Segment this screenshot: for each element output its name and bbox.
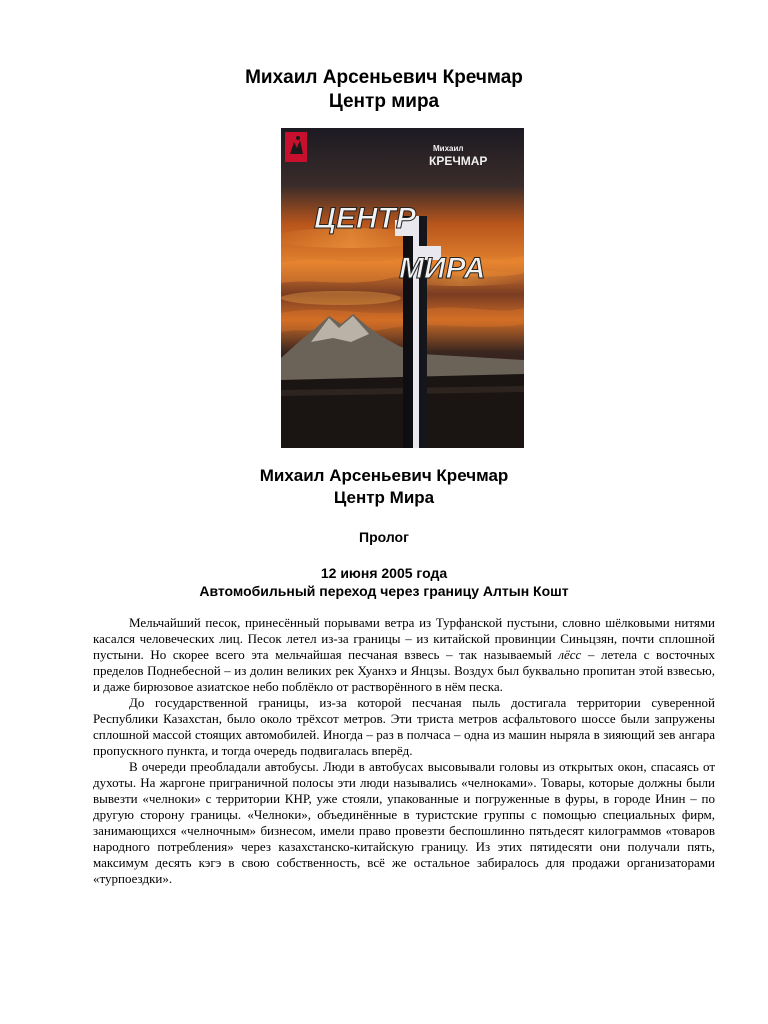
chapter-date: 12 июня 2005 года xyxy=(320,565,448,581)
section-heading: Пролог xyxy=(359,529,409,545)
paragraph-text: – летела с восточных пределов Поднебесной – из долин великих рек Хуанхэ и Янцзы. Воздух был буквально пропитан этой взвесью, и даже бирюзовое азиатское небо поблёкло от растворённого в нём песка. xyxy=(93,647,715,694)
cover-author-last: КРЕЧМАР xyxy=(429,154,488,168)
paragraph: В очереди преобладали автобусы. Люди в автобусах высовывали головы из открытых окон, спасаясь от духоты. На жаргоне приграничной полосы эти люди назывались «челноками». Товары, которые должны были вывезти «челноки» с территории КНР, уже стояли, упакованные и погруженные в фуры, в городе Инин – по другую сторону границы. «Челноки», объединённые в туристские группы с помощью специальных фирм, занимающихся «челночным» бизнесом, имели право провезти беспошлинно пятьдесят килограммов «товаров народного потребления» через казахстанско-китайскую границу. Из этих пятидесяти они получали пять, максимум десять кэгэ в свою собственность, всё же остальное забиралось для продажи организаторами «турпоездки». xyxy=(93,759,715,886)
document-title-block xyxy=(0,66,768,114)
cover-title-line1: ЦЕНТР xyxy=(314,202,416,235)
italic-term: лёсс xyxy=(558,647,582,662)
publisher-logo-icon xyxy=(285,132,307,162)
document-title: Центр мира xyxy=(328,91,440,112)
chapter-subheading xyxy=(0,564,768,600)
cover-author-first: Михаил xyxy=(433,144,464,153)
chapter-place: Автомобильный переход через границу Алтын Кошт xyxy=(199,583,569,599)
content-author: Михаил Арсеньевич Кречмар xyxy=(259,466,509,485)
content-title-block xyxy=(0,465,768,509)
cover-title-line2: МИРА xyxy=(399,252,486,285)
book-cover-image xyxy=(281,128,524,448)
content-title: Центр Мира xyxy=(333,488,435,507)
paragraph xyxy=(93,615,715,695)
paragraph-text: Мельчайший песок, принесённый порывами ветра из Турфанской пустыни, словно шёлковыми нитями касался человеческих лиц. Песок летел из-за границы – из китайской провинции Синьцзян, почти сплошной пустыни. Но скорее всего эта мельчайшая песчаная взвесь – так называемый xyxy=(93,615,715,662)
body-text xyxy=(93,615,715,887)
paragraph: До государственной границы, из-за которой песчаная пыль достигала территории суверенной Республики Казахстан, было около трёхсот метров. Эти триста метров асфальтового шоссе были запружены сплошной массой стоящих автомобилей. Иногда – раз в полчаса – одна из машин ныряла в зияющий зев ангара пропускного пункта, и тогда очередь подвигалась вперёд. xyxy=(93,695,715,758)
document-author: Михаил Арсеньевич Кречмар xyxy=(245,67,523,88)
